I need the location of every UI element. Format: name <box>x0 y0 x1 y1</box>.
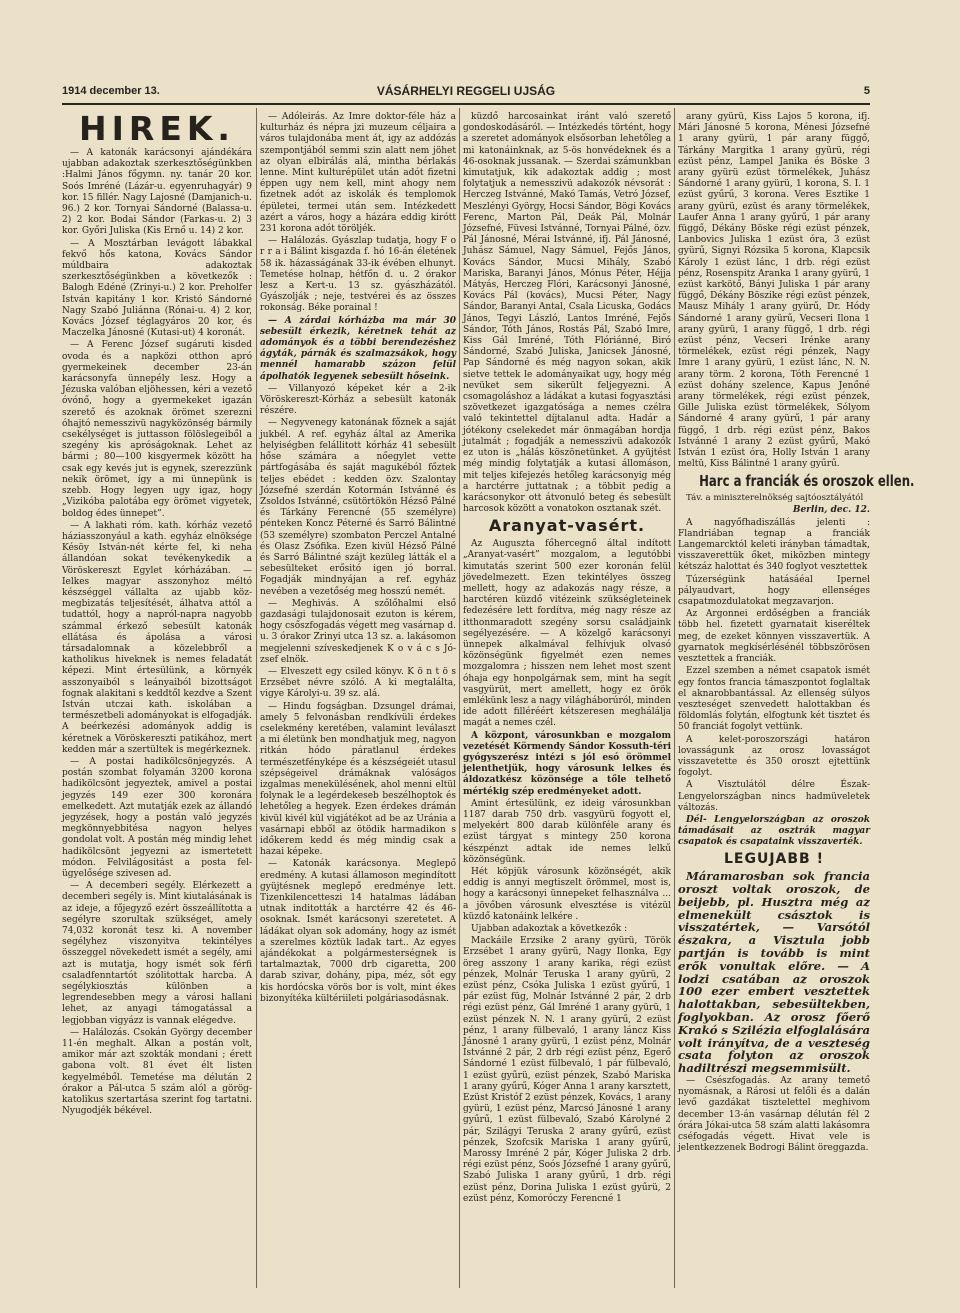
article-paragraph: — A lakhati róm. kath. kórház vezető háziasszonyául a kath. egyház elnöksége Késöy István-nét kérte fel, ki neha állandóan sokat tevékenykedik a Vöröskereszt Egylet kórházában. — Ielkes magyar asszonyhoz méltó készséggel vállalta az ujabb köz-megbizatás teljesítését, álhatva attól a tudattól, hogy a napról-napra nagyobb számmal érkező sebesült katonák ellátása és ápolása a városi társadalomnak a közelebbről a katholikus hiveknek is nemes feladatát képezi. Mint értesülünk, a környék asszonyaiból s leányaiból bizottságot fognak alakitani s keddtől kezdve a Szent István utczai kath. iskolában a természetbeli adományokat is elfogadják. A beérkezési adományok addig is kéretnek a Vöröskereszti patikához, mert kedden már a szertültek is megérkeznek. <box>62 520 252 755</box>
header-rule <box>62 103 870 105</box>
article-paragraph: Ujabban adakoztak a következők : <box>471 924 628 935</box>
article-paragraph: — Halálozás. Gyászlap tudatja, hogy F o r r a i Bálint kisgazda f. hó 16-án életének 58 ik. házasságának 33-ik évében elhunyt. Temetése holnap, hétfőn d. u. 2 órakor lesz a Kert-u. 13 sz. gyászházától. Gyászolják ; neje, testvérei és az összes rokonság. Béke porainal ! <box>260 236 456 314</box>
article-paragraph: — A decemberi segély. Elérkezett a decemberi segély is. Mint kiutalásának is az ideje, a főjegyző ezért összeállította a segélyre szorultak szükséget, amely 74,032 koronát tesz ki. A november segélyhez viszonyitva tekintélyes összeggel növekedett ismét a segély, ami azt is mutatja, hogy ismét sok férfi csaladfenntartót szólitottak harcba. A segélykiosztás különben a legrendesebben megy a városi hallani lehet, az anyagi támogatással a legjobban vigyázz is vannak elégedve. <box>62 881 252 1026</box>
article-paragraph: Az Auguszta főhercegnő által indított „Aranyat-vasért” mozgalom, a legutóbbi kimutatás szerint 500 ezer koronán felül jövedelmezett. Ezen tekintélyes összeg mellett, hogy az adakozás nagy része, a harctéren küzdő vitézeink szükségleteinek fedezésére lett fordítva, még nagy része az itthonmaradott szegény sorsu családjaink segélyezésére. — A közelgő karácsonyi ünnepek alkalmával felhívjuk olvasó közönségünk figyelmét ezen nemes mozgalomra ; hisszen nem lehet most szent óhaja egy honpolgárnak sem, mint ha segít vasgyürüt, mert amellett, hogy ez örök emlékünk lesz a nagy világháborúról, minden ide adott filléréért kétszeresen meghálálja magát a nemes czél. <box>463 539 671 729</box>
newspaper-title: VÁSÁRHELYI REGGELI UJSÁG <box>376 84 556 98</box>
article-paragraph: — Negyvenegy katonának főznek a saját jukbél. A ref. egyház által az Amerika helyiségben felállitott kórház 41 sebesült hőse számára a nőegylet vette pártfogásába és saját magukéból főztek teljes ebédet : kedden özv. Szalontay Józsefné szerdán Kotormán Istvánné és Zsoldos Istvánné, csütörtökön Hézső Pálné és Tárkány Ferencné (55 személyre) pénteken Koncz Péterné és Sarró Bálintné (53 személyre) szombaton Perczel Antalné és Olasz Zsófika. Ezen kivül Hézső Pálné és Sarró Bálintné szájt kezüleg látták el a sebesülteket erősitó igen jó borral. Fogadják mindnyájan a ref. egyház nevében a vezetőség meg hosszú nemét. <box>260 418 456 597</box>
column-1 <box>62 109 252 1282</box>
article-paragraph: — Adóleirás. Az Imre doktor-féle ház a kulturház és népra jzi muzeum céljaira a város tulajdonába ment át, igy az addózás szempontjából semmi szin alatt nem jöhet az olyan elbirálás alá, mintha bérlakás lenne. Mint kulturépület után adót fizetni éppen ugy nem kell, mint ahogy nem fizetnek adót az iskolák és templomok épületei, termei után sem. Intézkedett azért a város, hogy a házára eddig kirótt 231 korona adót töröljék. <box>260 112 456 235</box>
page-number: 5 <box>863 85 870 97</box>
article-paragraph: Túzerségünk hatásáéal Ipernel pályaudvart, hogy ellenséges csapatmozdulatokat megzavarjon. <box>678 574 870 608</box>
header-date: 1914 december 13. <box>62 85 160 97</box>
column-divider <box>674 108 675 1288</box>
article-paragraph: Táv. a miniszterelnökség sajtóosztályától <box>686 493 864 504</box>
article-paragraph: A kelet-poroszországi határon lovasságunk az orosz lovasságot visszavetette és 350 oroszt ejtettünk fogolyt. <box>678 734 870 779</box>
article-paragraph: — Halálozás. Csokán György december 11-én meghalt. Alkan a postán volt, amikor már azt szokták mondani ; érett gabona volt. 81 évet élt listen kegyelméből. Temetése ma délután 2 órakor a Pál-utca 5 szám alól a görög-katolikus szertartása szerint fog tartatni. Nyugodjék békével. <box>62 1027 252 1117</box>
article-paragraph: Dél- Lengyelországban az oroszok támadásait az osztrák magyar csapatok és csapataink visszaverték. <box>678 814 870 848</box>
column-3 <box>463 112 671 1282</box>
article-paragraph: — Elveszett egy csiled könyv. K ö n t ö s Erzsébet névre szóló. A ki megtalálta, vigye Károlyi-u. 39 sz. alá. <box>260 666 456 700</box>
article-paragraph: Mackáile Erzsike 2 arany gyürü, Török Erzsébet 1 arany gyürü, Nagy Ilonka, Egy öreg asszony 1 arany karika, régi ezüst pénzek, Molnár Teruska 1 arany gyürü, 2 ezüst pénz, Csóka Juliska 1 ezüst gyűrű, 1 pár ezüst füg, Molnár Istvánné 2 pár, 2 drb régi ezüst pénz, Gál Imréné 1 arany gyürü, 1 ezüst pénzek N. N. 1 arany gyürű, 2 ezüst pénz, 1 arany fülbevaló, 1 arany láncz Kiss Jánosné 1 arany gyürü, 1 ezüst pénz, Molnár Istvánné 2 pár, 2 drb régi ezüst pénz, Egerő Sándorné 1 ezüst fülbevaló, 1 pár fülbevaló, 1 ezüst gyűrü, ezüst pénzek, Szabó Mariska 1 arany gyűrű, Kóger Anna 1 arany karsztett, Ezüst Kristóf 2 ezüst pénzek, Kovács, 1 arany gyürü, 1 ezüst pénz, Marcsó Jánosné 1 arany gyűrű, 1 ezüst fülbevaló, Szabó Károlyné 2 pár, Szilágyi Teruska 2 arany gyűrű, ezüst pénzek, Szofcsik Mariska 1 arany gyűrű, Marossy Imréné 2 pár, Kóger Juliska 2 drb. régi ezüst pénz, Soós Józsefné 1 arany gyűrű, Szabó Juliska 1 arany gyűrű, 1 drb. régi ezüst pénz, Dorina Juliska 1 ezüst gyűrü, 2 ezüst pénz, Komoróczy Ferencné 1 <box>463 936 671 1204</box>
article-paragraph: — Hindu fogságban. Dzsungel drámai, amely 5 felvonásban rendkívüli érdekes cselekmény keretében, valamint leválaszt a mi életünk ben mondhatjuk meg, nagyon ritkán hódo páratlanul érdekes természetfényképe és a készségeiét utasul szépségeivel drámáknak valóságos izgalmas menekülésének, ahol menni eltül folynak le a legérdekeseb beszélhoptok és lehetőleg a hegyek. Ezen érdekes drámán kivül kivél kül vigjátékot ad be az Uránia a vasárnapi ebből az ötödik harmadikon s időkerem kedd és még mindig csak a hazai képeke. <box>260 701 456 858</box>
article-paragraph: Hét köpjük városunk közönségét, akik eddig is annyi megtiszelt örömmel, most is, hogy a karácsonyi ünnepeket felhasználva ... a jövőben városunk elvesztése is vitézül küzdő katonáink lelkére . <box>463 867 671 922</box>
article-paragraph: — Meghivás. A szőlőhalmi első gazdasági tulajdonosait ezuton is kérem, hogy csőszfogadás végett meg vasárnap d. u. 3 órakor Zrinyi utca 13 sz. a. lakásomon megjelenni szíveskedjenek K o v á c s Jó-zsef elnök. <box>260 598 456 665</box>
article-paragraph: A központ, városunkban e mozgalom vezetését Körmendy Sándor Kossuth-téri gyógyszerész intézi s jól esó örömmel jelenthetjük, hogy városunk lelkes és áldozatkész közönsége a tőle telhető mértékig szép eredményeket adott. <box>463 730 671 797</box>
article-paragraph: — A Ferenc József sugáruti kisded ovoda és a napközi otthon apró gyermekeinek december 23-án karácsonyfa ünnepély lesz. Hogy a Jézuska valóban eljöhessen, kéri a vezető óvónő, hogy a gyermekeket igazán szerető és azoknak örömet szerezni óhajtó nemesszivü nagyközönség bármily csekélységet is juttasson fölöslegeiből a szegény kis apróságoknak. Lehet az bármi ; 80—100 kisgyermek között ha csak egy kevés jut is egynek, szerezzünk nekik örömet, így a mi ünnepünk is szebb. Hogy legyen ugy igaz, hogy „Vizikóba palotába egy örömet vigyetek, boldog édes ünnepet”. <box>62 340 252 519</box>
article-paragraph: — A postai hadikölcsönjegyzés. A postán szombat folyamán 3200 korona hadikölcsönt jegyeztek, amivel a postai jegyzés 149 ezer 300 koronára emelkedett. Azt mutatják ezek az állandó jegyzések, hogy a postán való jegyzés megkönnyebbitésa nagyon helyes gondolat volt. A postán még mindig lehet hadikölcsönt jegyezni az ismertetett módon. Felvilágositást a posta fel-ügyelősége szivesen ad. <box>62 756 252 879</box>
article-paragraph: Az Argonnei erdőségben a franciák több hel. fizetett gyarnatait kiseréltek meg, de ezeket könnyen visszavertük. A gyarnatok megkísérlésénél többszörösen vesztettek a franciák. <box>678 609 870 665</box>
article-paragraph: Ezzel szemben a német csapatok ismét egy fontos francia támaszpontot foglaltak el aknarobbantással. Az ellenség súlyos veszteséget szenvedett halottakban és földomlás folytán, elfogtunk két tisztet és 50 franciát fogolyt vettünk. <box>678 666 870 733</box>
column-divider <box>256 108 257 1288</box>
article-paragraph: — Villanyozó képeket kér a 2-ik Vöröskereszt-Kórház a sebesült katonák részére. <box>260 383 456 417</box>
column-2 <box>260 112 456 1282</box>
article-paragraph: küzdő harcosainkat iránt való szerető gondoskodásáról. — Intézkedés történt, hogy a szeretet adományok elsősorban lehetőleg a mi katonáinknak, az 5-ös honvédeknek és a 46-osoknak jussanak. — Szerdai számunkban kimutatjuk, kik adakoztak addig ; most folytatjuk a nemesszivü adakozók névsorát : Herczeg Istvánné, Makó Tamás, Vetró József, Meszlényi György, Hocsi Sándor, Bögi Kovács Ferenc, Marton Pál, Deák Pál, Molnár Józsefné, Füvesi Istvánné, Tornyai Pálné, özv. Pál Jánosné, Mérai Istvánné, ifj. Pál Jánosné, Juhász Sámuel, Nagy Sámuel, Fejős János, Kovács Sándor, Mucsi Mihály, Szabó Mariska, Baranyi János, Mónus Péter, Héjja Mátyás, Herczeg Flóri, Karácsonyi Jánosné, Kovács Pál (kovács), Mucsi Péter, Nagy Sándor, Baranyi Antal, Csala Licuska, Godács János, Tegyi László, Lantos Imréné, Fejős Sándor, Tóth János, Rostás Pál, Szabó Imre, Kiss Gál Imréné, Tóth Flóriánné, Biró Sándorné, Szabó Juliska, Janicsek Jánosné, Pap Sándorné és még nagyon sokan, akik sietve tettek le adományaikat ugy, hogy még nevüket sem sikerült feljegyezni. A csomagoláshoz a ládákat a kutasi fogyasztási szövetkezet igazgatósága a nemes czélra való tekintettel díjtalanul adta. Hadár a jótékony cselekedet már önmagában hordja jutalmát ; fogadják a nemesszivü adakozók ez uton is „hálás köszönetünket. A gyüjtést még mindig folytatják a kutasi állomáson, mit teljes kifejezés hetőleg karácsonyig még a harctérre juttatnak ; a többit pedig a karácsonykor ott átvonuló beteg és sebesült harcosok között a vonatokon osztanak szét. <box>463 112 671 515</box>
page-header <box>62 82 870 102</box>
article-paragraph: — A zárdai kórházba ma már 30 sebesült érkezik, kéretnek tehát az adományok és a többi berendezéshez ágyták, párnák és szalmazsákok, hogy mennél hamarabb százon felül ápolhatók legyenek sebesült hőseink. <box>260 315 456 382</box>
column-4 <box>678 112 915 1282</box>
article-paragraph: A Visztulától délre Észak-Lengyelországban nincs hadmüveletek változás. <box>678 780 870 813</box>
article-paragraph: Máramarosban sok francia oroszt voltak oroszok, de beijebb, pl. Husztra még az elmenekült császtok is visszatértek, — Varsótól északra, a Visztula jobb partján is tovább is mint erők vonultak előre. — A lodzi csatában az oroszok 100 ezer embert vesztettek halottakban, sebesültekben, foglyokban. Az orosz főerő Krakó s Szilézia elfoglalására volt irányítva, de a veszteség csata folyton az oroszok hadiltrészi megsemmisült. <box>678 869 870 1076</box>
article-paragraph: A nagyőfhadiszállás jelenti : Flandriában tegnap a franciák Langemarcktól keleti irányban támadtak, visszaverettük őket, miközben mintegy kétszáz halottat és 340 foglyot vesztettek <box>678 517 870 573</box>
article-paragraph: — A katonák karácsonyi ajándékára ujabban adakoztak szerkesztőségünkben :Halmi János főgymn. ny. tanár 20 kor. Soós Imréné (Lázár-u. egyenruhagyár) 9 kor. 15 fillér. Nagy Lajosné (Damjanich-u. 96.) 2 kor. Tornyai Sándorné (Balassa-u. 2) 2 kor. Bodai Sándor (Farkas-u. 2) 3 kor. Győri Juliska (Kis Ernő u. 14) 2 kor. <box>62 148 252 237</box>
section-title-legujabb: LEGUJABB ! <box>724 850 824 867</box>
article-paragraph: — A Mosztárban levágott lábakkal fekvő hős katona, Kovács Sándor múldbaira adakoztak szerkesztőségünkben a következők : Balogh Edéné (Zrinyi-u.) 2 kor. Preholfer István kapitány 1 kor. Kristó Sándorné Nagy Szabó Juliánna (Rónai-u. 4) 2 kor, Kovács József téglagyáros 20 kor, és Maczelka Jánosné (Kutasi-ut) 4 koronát. <box>62 238 252 339</box>
section-title-aranyat-vasert: Aranyat-vasért. <box>488 516 646 536</box>
article-paragraph: — Csészfogadás. Az arany temető nyomásnak, a Rárosi ut felőli és a dalán levő gazdákat tisztelettel meghivom december 13-án vasárnap délután fél 2 órára Jókai-utca 58 szám alatti lakásomra cséfogadás végett. Hivat vele is jelentkezzenek Bodrogi Bálint öreggazda. <box>678 1075 870 1154</box>
article-paragraph: — Katonák karácsonya. Meglepő eredmény. A kutasi államoson megindított gyüjtésnek meglepő eredménye lett. Tizenkilencetteszi 14 hatalmas ládában utnak inditották a harctérre 42 és 46-osoknak. Ismét karácsonyi szeretetet. A ládákat olyan sok adomány, hogy az ismét a szerelmes köztük ladak tart.. Az egyes ajándékokat a polgármesterségnek is tartalmaztak, 7000 drb cigaretta, 200 darab szivar, dohány, pipa, méz, sőt egy kis hordócska vörös bor is volt, mint ékes bizonyítéka kültériileti polgáriasodásnak. <box>260 859 456 1004</box>
column-divider <box>459 108 460 1288</box>
section-title-harc: Harc a franciák és oroszok ellen. <box>699 471 915 490</box>
article-paragraph: arany gyürü, Kiss Lajos 5 korona, ifj. Mári Jánosné 5 korona, Ménesi Józsefné 1 arany gyürü, 1 pár arany függő, Tárkány Margitka 1 arany gyürü, régi ezüst pénz, Lampel Janika és Böske 3 arany gyürü ezüst törmelékek, Juhász Sándorné 1 arany gyürü, 1 korona, S. I. 1 ezüst gyűrű, 3 korona. Veres Esztike 1 arany gyürü, ezüst és arany törmelékek, Laufer Anna 1 arany gyűrű, 1 pár arany függő, Dékány Böske régi ezüst pénzek, Lanbovics Juliska 1 ezüst óra, 3 ezüst gyürű, Signyi Rózsika 5 korona, Klapcsik Károly 1 ezüst lánc, 1 drb. régi ezüst pénz, Rosenspitz Aranka 1 arany gyürű, 1 ezüst karkötő, Bányi Juliska 1 pár arany függő, Dékány Böszike régi ezüst pénzek, Mausz Mihály 1 arany gyürű, Dr. Hódy Sándorné 1 arany gyürű, Vecseri Ilona 1 arany gyürü, 1 arany függő, 1 drb. régi ezüst pénz, Vecseri Irénke arany törmelékek, ezüst régi pénzek, Nagy Imre 1 arany gyürü, 1 ezüst lánc, N. N. arany törm. 2 korona, Tóth Ferencné 1 ezüst dohány szelence, Kapus Jenőné arany törmelékek, régi ezüst pénzek, Gille Juliska ezüst törmelékek, Sólyom Sándorné 4 arany gyürű, 1 pár arany függő, 1 drb. régi ezüst pénz, Bakos Istvánné 1 arany 2 ezüst gyűrű, Makó István 1 ezüst óra, Holly István 1 arany meltü, Kiss Bálintné 1 arany gyűrű. <box>678 112 870 470</box>
latest-news-block <box>678 870 870 1075</box>
article-paragraph: Amint értesülünk, ez ideig városunkban 1187 darab 750 drb. vasgyürü fogyott el, melyekért 800 darab különféle arany és ezüst tárgyat s mintegy 250 korona készpénzt adtak ide nemes lelkű közönségünk. <box>463 798 671 865</box>
dateline: Berlin, dec. 12. <box>792 505 870 516</box>
section-title-hirek: HIREK. <box>79 109 235 148</box>
